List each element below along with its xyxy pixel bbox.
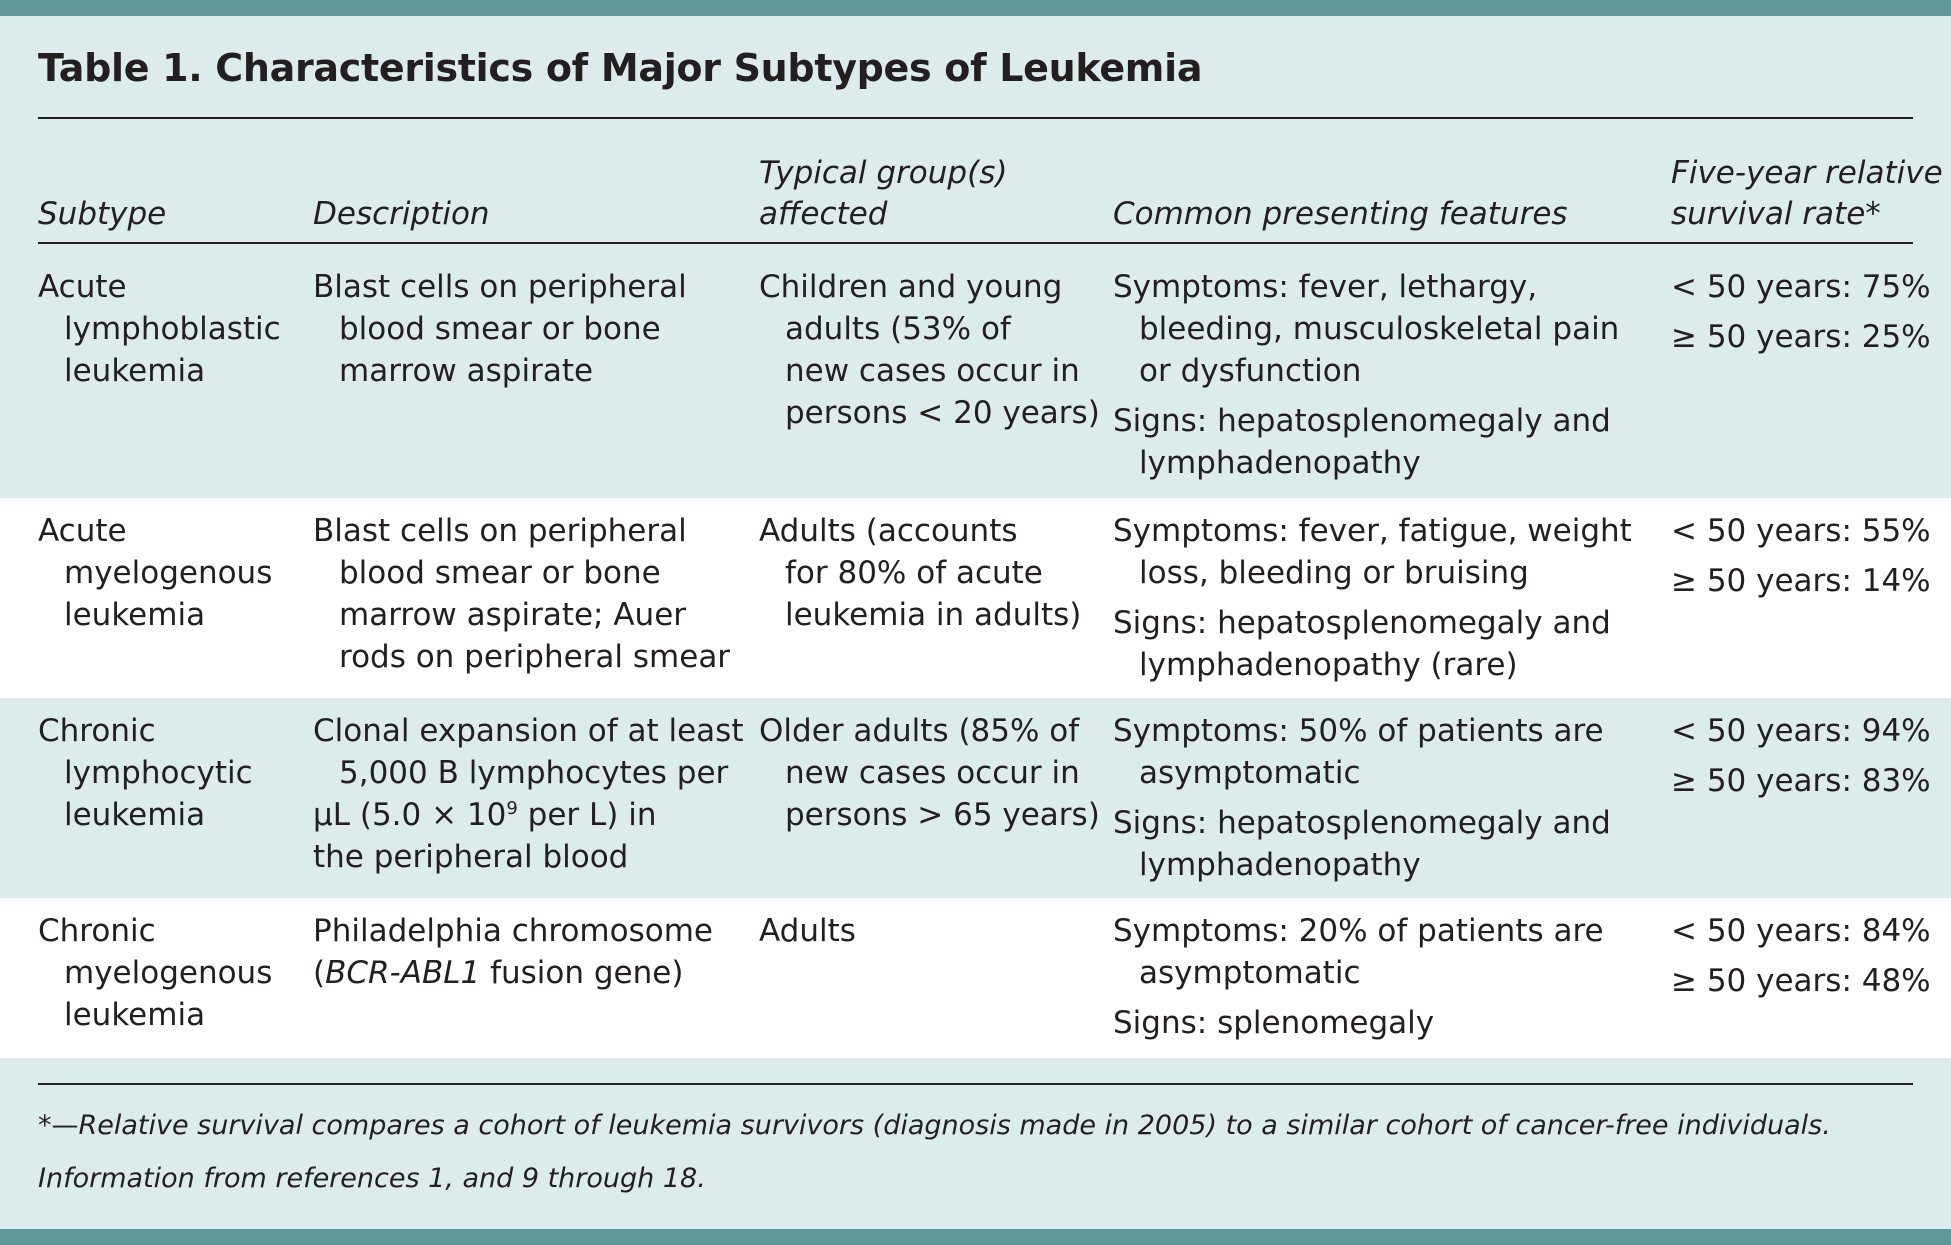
cell-features — [1113, 510, 1632, 694]
footer-rule — [38, 1083, 1913, 1085]
text-line: persons > 65 years) — [785, 797, 1100, 833]
text-line: adults (53% of — [785, 311, 1011, 347]
text-line: rods on peripheral smear — [339, 639, 731, 675]
text-line: Adults — [759, 913, 856, 949]
text-line: Philadelphia chromosome — [313, 913, 713, 949]
text-line: Symptoms: 50% of patients are — [1113, 713, 1604, 749]
text-line: Clonal expansion of at least — [313, 713, 744, 749]
text-line: Blast cells on peripheral — [313, 513, 687, 549]
feature-symptoms — [1113, 710, 1611, 794]
cell-description — [313, 510, 730, 678]
text-line: lymphocytic — [64, 755, 253, 791]
text-line: leukemia — [64, 997, 206, 1033]
text-line: marrow aspirate — [339, 353, 594, 389]
text-line: lymphadenopathy — [1139, 847, 1421, 883]
text-line — [313, 952, 713, 994]
feature-symptoms — [1113, 266, 1619, 392]
text-line: the peripheral blood — [313, 839, 629, 875]
table-row-cml — [0, 898, 1951, 1058]
cell-features — [1113, 910, 1604, 1052]
cell-survival — [1671, 710, 1931, 810]
cell-description — [313, 910, 713, 994]
text-line: for 80% of acute — [785, 555, 1043, 591]
text-line: lymphadenopathy (rare) — [1139, 647, 1518, 683]
text-fragment: μL (5.0 × 10 — [313, 797, 507, 833]
text-line: lymphadenopathy — [1139, 445, 1421, 481]
text-line: or dysfunction — [1139, 353, 1362, 389]
text-line: Signs: splenomegaly — [1113, 1005, 1435, 1041]
table-row-aml — [0, 498, 1951, 698]
superscript: 9 — [506, 798, 518, 819]
text-line: Signs: hepatosplenomegaly and — [1113, 403, 1611, 439]
text-line: new cases occur in — [785, 353, 1080, 389]
text-line: Blast cells on peripheral — [313, 269, 687, 305]
text-line: Chronic — [38, 713, 156, 749]
text-line: Symptoms: 20% of patients are — [1113, 913, 1604, 949]
header-survival-line2: survival rate* — [1671, 196, 1881, 232]
feature-symptoms — [1113, 510, 1632, 594]
gene-name: BCR-ABL1 — [325, 955, 481, 991]
text-line: lymphoblastic — [64, 311, 281, 347]
text-line: persons < 20 years) — [785, 395, 1100, 431]
text-line: new cases occur in — [785, 755, 1080, 791]
cell-survival — [1671, 510, 1931, 610]
cell-features — [1113, 266, 1619, 492]
text-line: leukemia — [64, 597, 206, 633]
table-row-cll — [0, 698, 1951, 898]
cell-group — [759, 910, 856, 952]
survival-over-50: ≥ 50 years: 48% — [1671, 963, 1931, 999]
text-line: Acute — [38, 269, 127, 305]
footnote-references: Information from references 1, and 9 through 18. — [38, 1163, 706, 1194]
text-line: Children and young — [759, 269, 1063, 305]
table-row-all — [0, 244, 1951, 498]
survival-over-50: ≥ 50 years: 14% — [1671, 563, 1931, 599]
cell-subtype — [38, 910, 272, 1036]
text-line: myelogenous — [64, 555, 273, 591]
survival-under-50: < 50 years: 94% — [1671, 713, 1931, 749]
header-group-line1: Typical group(s) — [759, 155, 1008, 191]
header-survival — [1671, 153, 1943, 235]
text-fragment: fusion gene) — [480, 955, 684, 991]
cell-subtype — [38, 710, 253, 836]
cell-group — [759, 510, 1081, 636]
survival-over-50: ≥ 50 years: 83% — [1671, 763, 1931, 799]
survival-under-50: < 50 years: 75% — [1671, 269, 1931, 305]
feature-signs — [1113, 400, 1619, 484]
cell-survival — [1671, 266, 1931, 366]
text-line: Acute — [38, 513, 127, 549]
top-accent-bar — [0, 0, 1951, 16]
table-title: Table 1. Characteristics of Major Subtypes of Leukemia — [38, 46, 1203, 90]
text-line: Signs: hepatosplenomegaly and — [1113, 805, 1611, 841]
text-line: myelogenous — [64, 955, 273, 991]
cell-group — [759, 266, 1100, 434]
header-group-line2: affected — [759, 196, 888, 232]
text-line: asymptomatic — [1139, 755, 1361, 791]
header-group — [759, 153, 1007, 235]
text-line: bleeding, musculoskeletal pain — [1139, 311, 1620, 347]
cell-description — [313, 710, 744, 878]
text-line: asymptomatic — [1139, 955, 1361, 991]
text-line: Adults (accounts — [759, 513, 1018, 549]
text-line: Chronic — [38, 913, 156, 949]
cell-features — [1113, 710, 1611, 894]
feature-symptoms — [1113, 910, 1604, 994]
header-description: Description — [313, 196, 490, 232]
footnote-relative-survival: *—Relative survival compares a cohort of leukemia survivors (diagnosis made in 2005) to a similar cohort of cancer-free individuals. — [38, 1110, 1831, 1141]
text-line: 5,000 B lymphocytes per — [339, 755, 729, 791]
text-line: Symptoms: fever, lethargy, — [1113, 269, 1538, 305]
survival-over-50: ≥ 50 years: 25% — [1671, 319, 1931, 355]
text-line: leukemia — [64, 797, 206, 833]
feature-signs — [1113, 602, 1632, 686]
text-line: leukemia — [64, 353, 206, 389]
bottom-accent-bar — [0, 1229, 1951, 1245]
feature-signs — [1113, 802, 1611, 886]
text-line: blood smear or bone — [339, 555, 661, 591]
title-rule — [38, 117, 1913, 119]
text-line: leukemia in adults) — [785, 597, 1082, 633]
header-survival-line1: Five-year relative — [1671, 155, 1943, 191]
header-features: Common presenting features — [1113, 196, 1568, 232]
text-line: loss, bleeding or bruising — [1139, 555, 1529, 591]
text-line: blood smear or bone — [339, 311, 661, 347]
survival-under-50: < 50 years: 84% — [1671, 913, 1931, 949]
survival-under-50: < 50 years: 55% — [1671, 513, 1931, 549]
text-fragment: ( — [313, 955, 326, 991]
feature-signs — [1113, 1002, 1604, 1044]
text-line: Older adults (85% of — [759, 713, 1080, 749]
header-subtype: Subtype — [38, 196, 167, 232]
text-fragment: per L) in — [517, 797, 657, 833]
text-line: marrow aspirate; Auer — [339, 597, 687, 633]
text-line — [313, 794, 744, 836]
cell-survival — [1671, 910, 1931, 1010]
text-line: Signs: hepatosplenomegaly and — [1113, 605, 1611, 641]
text-line: Symptoms: fever, fatigue, weight — [1113, 513, 1632, 549]
cell-group — [759, 710, 1100, 836]
cell-subtype — [38, 510, 272, 636]
cell-subtype — [38, 266, 281, 392]
cell-description — [313, 266, 687, 392]
